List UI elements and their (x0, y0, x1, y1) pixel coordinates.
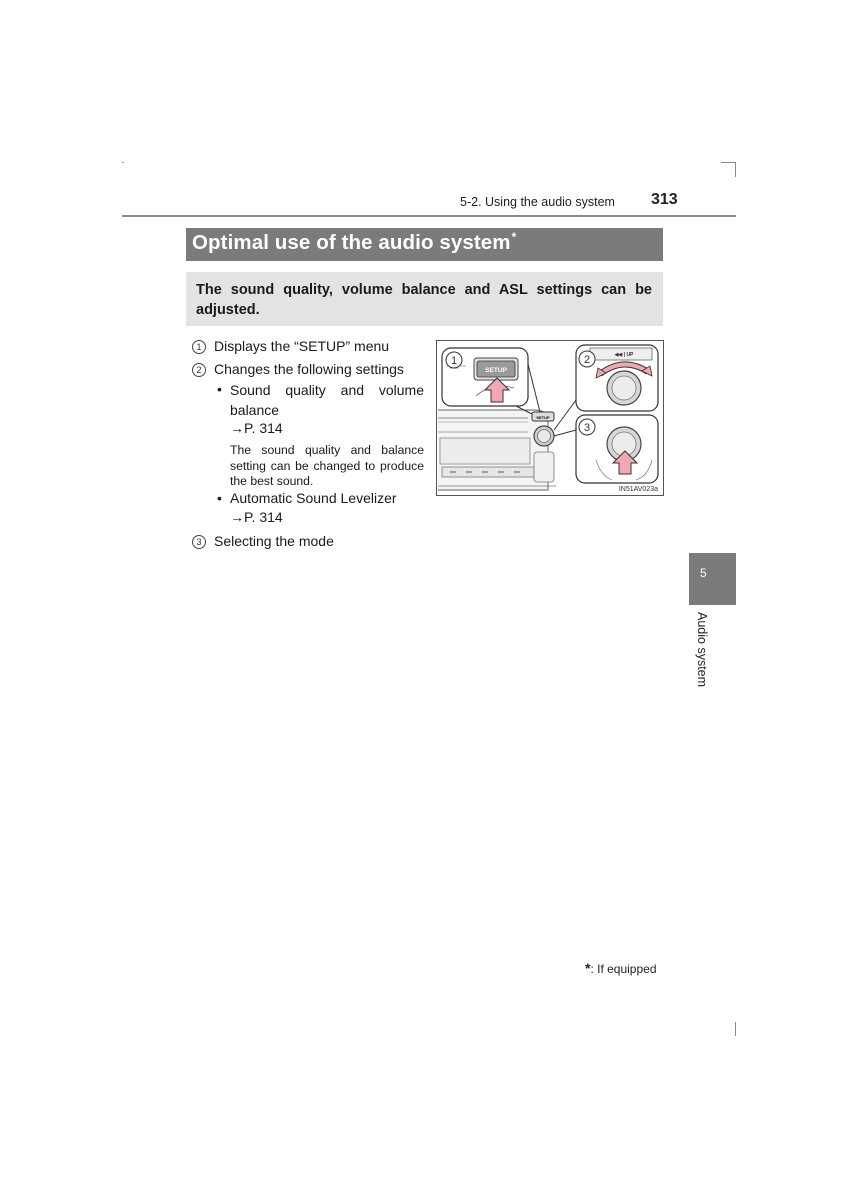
setup-label: SETUP (485, 367, 507, 374)
setting-bullet: • (217, 381, 222, 397)
crop-mark (735, 1022, 736, 1036)
figure-code: IN51AV023a (618, 486, 658, 493)
footnote (585, 960, 657, 976)
step-text: Displays the “SETUP” menu (214, 338, 390, 354)
page-title (192, 231, 516, 255)
callout-number: 2 (583, 354, 591, 366)
audio-unit-illustration (436, 340, 664, 496)
page-title-text: Optimal use of the audio system (192, 231, 511, 254)
crop-mark (721, 162, 736, 163)
footnote-text: : If equipped (590, 962, 657, 976)
setup-label-small: SETUP (536, 415, 550, 420)
section-heading: 5-2. Using the audio system (460, 195, 615, 209)
step-1 (192, 338, 389, 355)
if-equipped-marker: * (511, 230, 517, 244)
svg-text:◀◀ | UP: ◀◀ | UP (614, 352, 634, 358)
step-3 (192, 533, 334, 550)
page-number: 313 (651, 191, 678, 208)
page-reference: →P. 314 (230, 420, 283, 436)
callout-number: 3 (583, 422, 591, 434)
chapter-label: Audio system (695, 612, 709, 688)
page-reference: →P. 314 (230, 509, 283, 525)
callout-number: 1 (450, 355, 458, 367)
intro-text: The sound quality, volume balance and ASL settings can be adjusted. (196, 282, 652, 318)
step-text: Selecting the mode (214, 533, 334, 549)
chapter-number: 5 (700, 566, 707, 580)
setting-label: Automatic Sound Levelizer (230, 490, 397, 506)
step-number: 2 (192, 363, 206, 377)
chapter-tab (689, 553, 736, 605)
crop-mark (735, 162, 736, 177)
setting-label: Sound quality and volume balance (230, 382, 424, 418)
setting-bullet: • (217, 490, 222, 506)
crop-mark (122, 162, 124, 163)
setting-note: The sound quality and balance setting can be changed to produce the best sound. (230, 443, 424, 488)
header-rule (122, 215, 736, 217)
step-text: Changes the following settings (214, 361, 404, 377)
step-number: 1 (192, 340, 206, 354)
footnote-marker: * (585, 960, 591, 976)
step-2 (192, 361, 404, 378)
step-number: 3 (192, 535, 206, 549)
